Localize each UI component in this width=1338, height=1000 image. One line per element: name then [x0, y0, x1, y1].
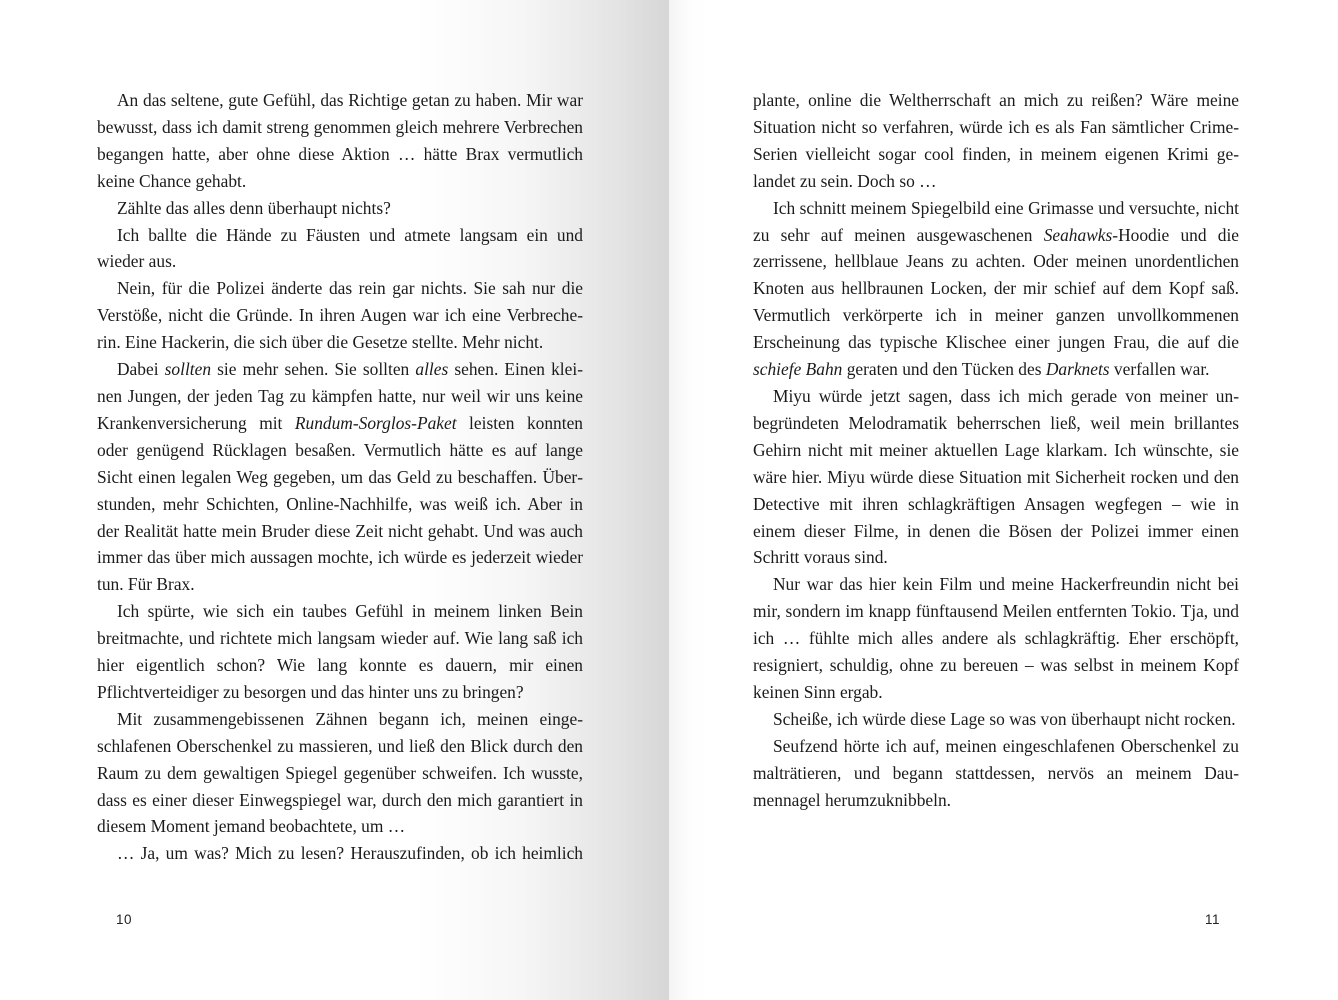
paragraph: [753, 87, 1239, 195]
italic-text: alles: [415, 359, 449, 380]
paragraph: [97, 598, 583, 706]
text-run: Nur war das hier kein Film und meine Hackerfreundin nicht bei mir, sondern im knapp fünftausend Meilen entfernten Tokio. Tja, und ich … fühlte mich alles andere als schlagkräftig. Eher erschöpft, resigniert, schuldig, ohne zu bereuen – was selbst in meinem Kopf keinen Sinn ergab.: [753, 574, 1239, 702]
text-run: plante, online die Weltherrschaft an mich zu reißen? Wäre meine Situation nicht so verfahren, würde ich es als Fan sämtlicher Crime-Serien vielleicht sogar cool finden, in meinem eigenen Krimi gelandet zu sein. Doch so …: [753, 90, 1239, 191]
italic-text: schiefe Bahn: [753, 359, 843, 380]
text-run: Seufzend hörte ich auf, meinen eingeschlafenen Oberschenkel zu malträtieren, und begann stattdessen, nervös an meinem Daumennagel herumzuknibbeln.: [753, 735, 1239, 810]
text-run: Zählte das alles denn überhaupt nichts?: [117, 197, 391, 218]
paragraph: [753, 706, 1239, 733]
paragraph: [97, 222, 583, 276]
page-number-right: 11: [1205, 912, 1221, 927]
text-run: sie mehr sehen. Sie sollten: [211, 359, 416, 380]
paragraph: [753, 195, 1239, 383]
italic-text: Darknets: [1045, 359, 1110, 380]
text-run: … Ja, um was? Mich zu lesen? Herauszufinden, ob ich heimlich: [117, 843, 583, 864]
text-run: Scheiße, ich würde diese Lage so was von überhaupt nicht rocken.: [773, 708, 1236, 729]
paragraph: [97, 87, 583, 195]
right-page: [669, 0, 1338, 1000]
text-run: verfallen war.: [1109, 359, 1210, 380]
text-run: Mit zusammengebissenen Zähnen begann ich, meinen eingeschlafenen Oberschenkel zu massieren, und ließ den Blick durch den Raum zu dem gewaltigen Spiegel gegenüber schweifen. Ich wusste, dass es einer dieser Einwegspiegel war, durch den mich garantiert in diesem Moment jemand beobachtete, um …: [97, 708, 583, 837]
text-run: -Hoodie und die zerrissene, hellblaue Jeans zu achten. Oder meinen unordentlichen Knoten aus hellbraunen Locken, der mir schief auf dem Kopf saß. Vermutlich verkörperte ich in meiner ganzen unvollkommenen Erscheinung das typische Klischee einer jungen Frau, die auf die: [753, 224, 1240, 353]
text-run: Ich schnitt meinem Spiegelbild eine Grimasse und versuchte, nicht zu sehr auf meinen ausgewaschenen: [753, 197, 1239, 245]
paragraph: [753, 383, 1239, 571]
text-run: Dabei: [117, 359, 165, 380]
left-page-text: [97, 87, 583, 867]
text-run: Miyu würde jetzt sagen, dass ich mich gerade von meiner unbegründeten Melodramatik beherrschen ließ, weil mein brillantes Gehirn nicht mit meiner aktuellen Lage klarkam. Ich wünschte, sie wäre hier. Miyu würde diese Situation mit Sicherheit rocken und den Detective mit ihren schlagkräftigen Ansagen wegfegen – wie in einem dieser Filme, in denen die Bösen der Polizei immer einen Schritt voraus sind.: [753, 385, 1239, 568]
paragraph: [753, 733, 1239, 814]
right-page-text: [753, 87, 1239, 813]
text-run: An das seltene, gute Gefühl, das Richtige getan zu haben. Mir war bewusst, dass ich damit streng genommen gleich mehrere Verbrechen begangen hatte, aber ohne diese Aktion … hätte Brax vermutlich keine Chance gehabt.: [97, 90, 583, 191]
italic-text: sollten: [164, 359, 212, 380]
page-number-left: 10: [116, 912, 133, 927]
paragraph: [97, 356, 583, 598]
text-run: geraten und den Tücken des: [842, 359, 1046, 380]
italic-text: Seahawks: [1043, 224, 1113, 245]
text-run: Ich spürte, wie sich ein taubes Gefühl in meinem linken Bein breitmachte, und richtete mich langsam wieder auf. Wie lang saß ich hier eigentlich schon? Wie lang konnte es dauern, mir einen Pflichtverteidiger zu besorgen und das hinter uns zu bringen?: [97, 601, 583, 702]
text-run: sehen. Einen kleinen Jungen, der jeden Tag zu kämpfen hatte, nur weil wir uns keine Krankenversicherung mit: [97, 359, 583, 433]
text-run: Nein, für die Polizei änderte das rein gar nichts. Sie sah nur die Verstöße, nicht die Gründe. In ihren Augen war ich eine Verbrecherin. Eine Hackerin, die sich über die Gesetze stellte. Mehr nicht.: [97, 278, 583, 353]
paragraph: [753, 571, 1239, 706]
paragraph: [97, 706, 583, 841]
text-run: leisten konnten oder genügend Rücklagen besaßen. Vermutlich hätte es auf lange Sicht einen legalen Weg gegeben, um das Geld zu beschaffen. Überstunden, mehr Schichten, Online-Nachhilfe, was weiß ich. Aber in der Realität hatte mein Bruder diese Zeit nicht gehabt. Und was auch immer das über mich aussagen mochte, ich würde es jederzeit wieder tun. Für Brax.: [97, 412, 583, 595]
text-run: Ich ballte die Hände zu Fäusten und atmete langsam ein und wieder aus.: [97, 224, 583, 272]
paragraph: [97, 840, 583, 867]
paragraph: [97, 195, 583, 222]
italic-text: Rundum-Sorglos-Paket: [294, 412, 457, 433]
paragraph: [97, 275, 583, 356]
